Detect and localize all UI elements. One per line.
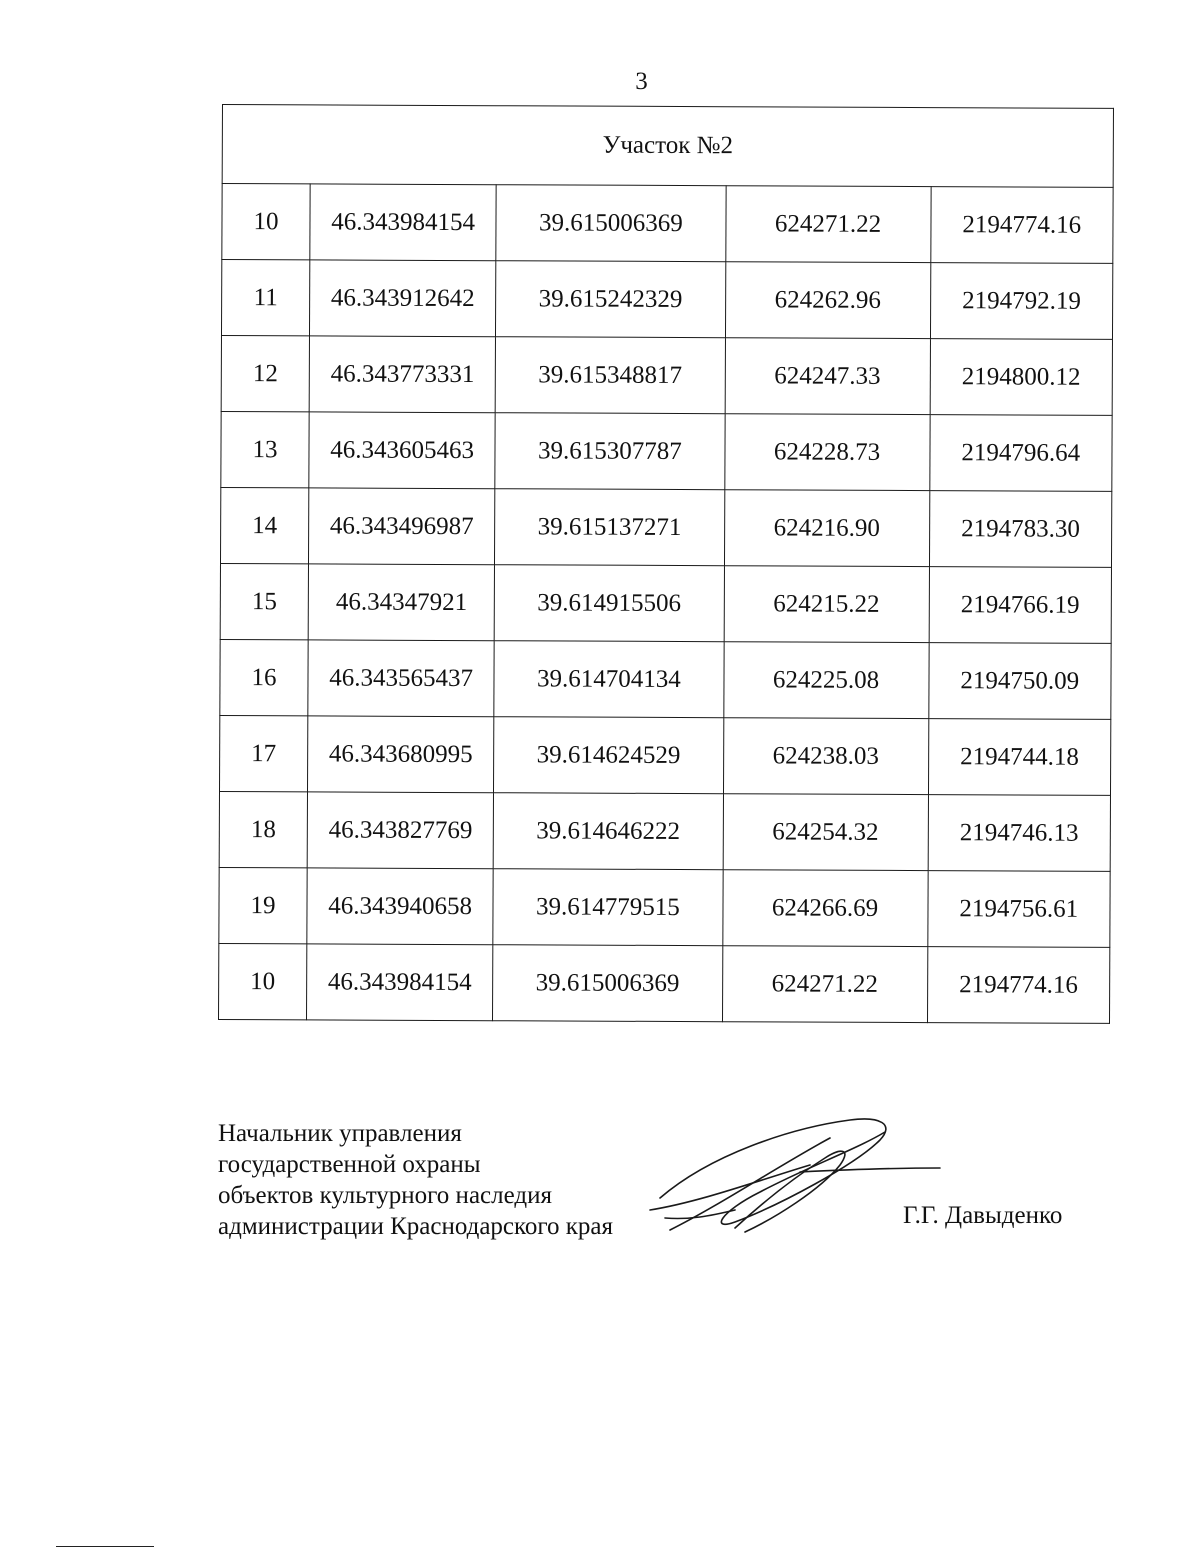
latitude-cell: 46.343496987: [309, 488, 496, 565]
point-number-cell: 14: [220, 487, 308, 563]
y-coordinate-cell: 2194750.09: [929, 643, 1112, 720]
table-row: [219, 867, 1110, 947]
point-number-cell: 13: [221, 411, 309, 487]
x-coordinate-cell: 624238.03: [723, 718, 929, 795]
longitude-cell: 39.614704134: [494, 641, 724, 718]
table-row: [219, 791, 1110, 871]
x-coordinate-cell: 624247.33: [725, 338, 931, 415]
position-line: государственной охраны: [218, 1151, 481, 1178]
point-number-cell: 10: [219, 943, 307, 1019]
y-coordinate-cell: 2194744.18: [928, 719, 1111, 796]
y-coordinate-cell: 2194783.30: [929, 491, 1112, 568]
footnote-rule: [56, 1546, 154, 1547]
latitude-cell: 46.343984154: [307, 944, 494, 1021]
latitude-cell: 46.343940658: [307, 868, 494, 945]
table-row: [220, 563, 1111, 643]
point-number-cell: 15: [220, 563, 308, 639]
signatory-position: [218, 1118, 613, 1242]
longitude-cell: 39.614779515: [493, 869, 723, 946]
table-row: [221, 411, 1112, 491]
position-line: администрации Краснодарского края: [218, 1213, 614, 1240]
longitude-cell: 39.615348817: [495, 337, 725, 414]
y-coordinate-cell: 2194756.61: [928, 871, 1111, 948]
table-row: [220, 487, 1111, 567]
latitude-cell: 46.343773331: [309, 336, 496, 413]
y-coordinate-cell: 2194792.19: [930, 263, 1113, 340]
table-row: [222, 184, 1113, 264]
point-number-cell: 11: [221, 260, 309, 336]
longitude-cell: 39.615006369: [496, 185, 726, 262]
x-coordinate-cell: 624271.22: [722, 946, 928, 1023]
latitude-cell: 46.343912642: [310, 260, 497, 337]
longitude-cell: 39.615242329: [496, 261, 726, 338]
point-number-cell: 19: [219, 867, 307, 943]
table-row: [220, 715, 1111, 795]
table-row: [220, 639, 1111, 719]
point-number-cell: 18: [219, 791, 307, 867]
x-coordinate-cell: 624266.69: [722, 870, 928, 947]
longitude-cell: 39.614915506: [494, 565, 724, 642]
y-coordinate-cell: 2194766.19: [929, 567, 1112, 644]
coordinates-table-body: [219, 105, 1114, 1024]
table-row: [221, 260, 1112, 340]
signatory-name: Г.Г. Давыденко: [903, 1202, 1063, 1229]
coordinates-table: [218, 104, 1114, 1024]
position-line: Начальник управления: [218, 1120, 462, 1147]
latitude-cell: 46.343984154: [310, 184, 497, 261]
x-coordinate-cell: 624228.73: [724, 414, 930, 491]
x-coordinate-cell: 624225.08: [723, 642, 929, 719]
longitude-cell: 39.614646222: [493, 793, 723, 870]
point-number-cell: 17: [220, 715, 308, 791]
x-coordinate-cell: 624271.22: [725, 186, 931, 263]
x-coordinate-cell: 624216.90: [724, 490, 930, 567]
y-coordinate-cell: 2194800.12: [930, 339, 1113, 416]
latitude-cell: 46.343565437: [308, 640, 495, 717]
latitude-cell: 46.343605463: [309, 412, 496, 489]
latitude-cell: 46.34347921: [308, 564, 495, 641]
point-number-cell: 10: [222, 184, 310, 260]
point-number-cell: 12: [221, 335, 309, 411]
y-coordinate-cell: 2194774.16: [927, 947, 1110, 1024]
longitude-cell: 39.614624529: [494, 717, 724, 794]
table-row: [219, 943, 1110, 1023]
x-coordinate-cell: 624262.96: [725, 262, 931, 339]
x-coordinate-cell: 624254.32: [723, 794, 929, 871]
y-coordinate-cell: 2194746.13: [928, 795, 1111, 872]
longitude-cell: 39.615137271: [495, 489, 725, 566]
latitude-cell: 46.343680995: [308, 716, 495, 793]
y-coordinate-cell: 2194774.16: [931, 187, 1114, 264]
position-line: объектов культурного наследия: [218, 1182, 552, 1209]
x-coordinate-cell: 624215.22: [724, 566, 930, 643]
longitude-cell: 39.615006369: [493, 945, 723, 1022]
section-header-row: [222, 105, 1113, 188]
y-coordinate-cell: 2194796.64: [930, 415, 1113, 492]
longitude-cell: 39.615307787: [495, 413, 725, 490]
latitude-cell: 46.343827769: [307, 792, 494, 869]
page-number: 3: [635, 68, 648, 95]
section-title: Участок №2: [222, 105, 1113, 188]
table-row: [221, 335, 1112, 415]
point-number-cell: 16: [220, 639, 308, 715]
